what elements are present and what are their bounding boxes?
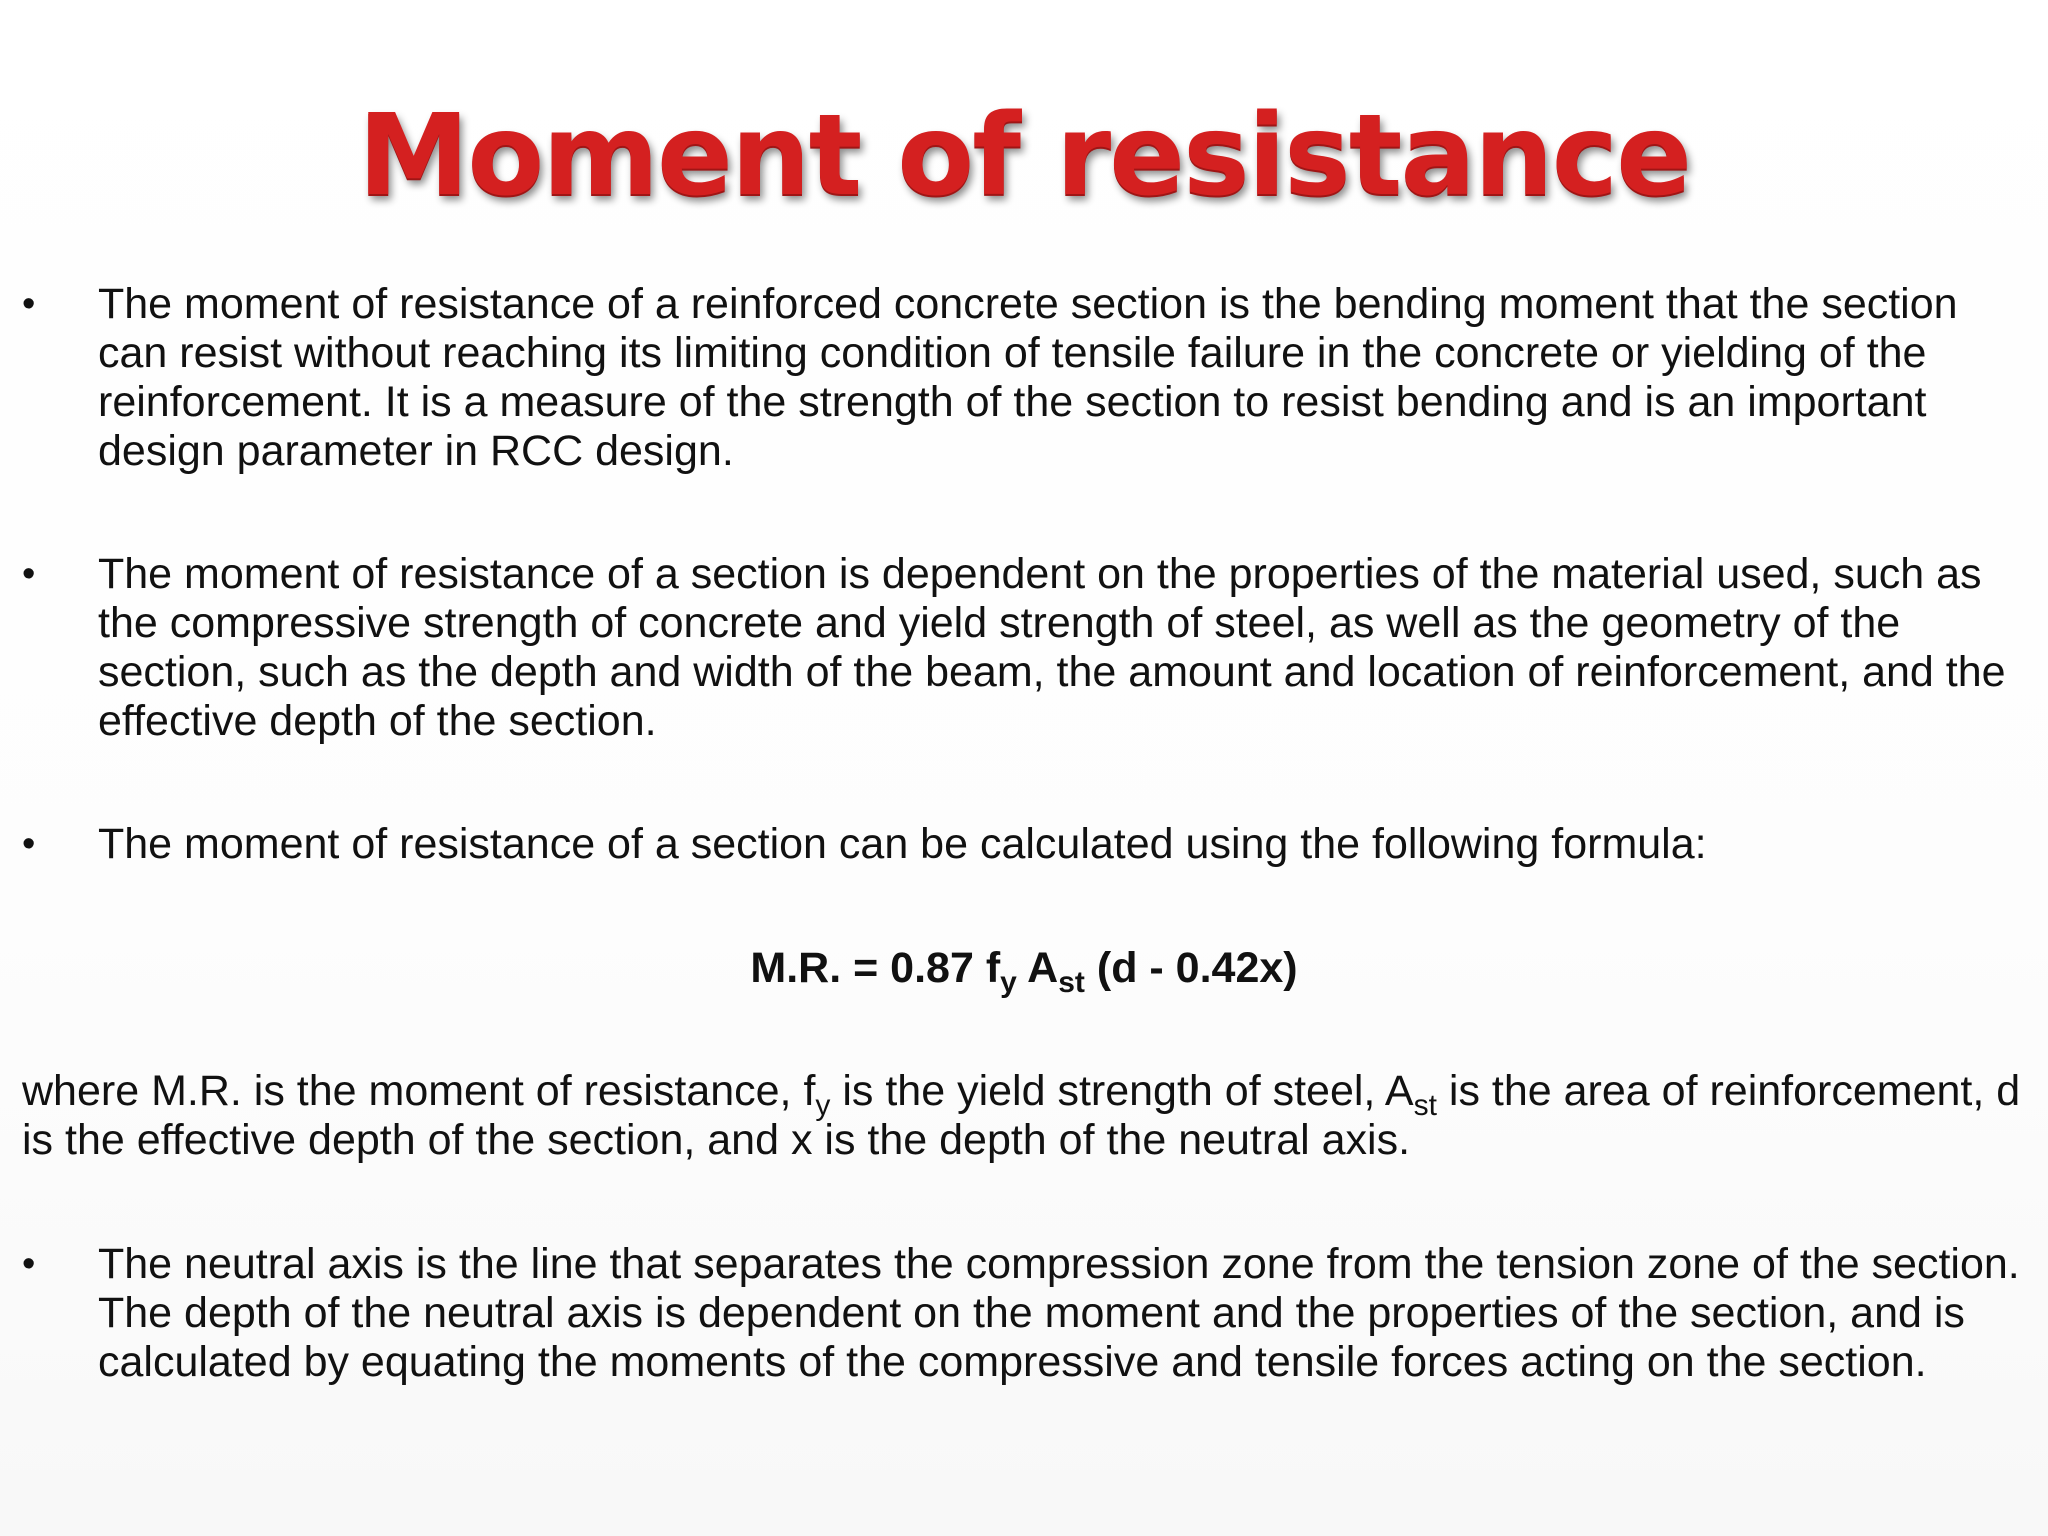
bullet-text: The neutral axis is the line that separates the compression zone from the tension zone of the section. The depth of the neutral axis is dependent on the moment and the properties of the section, and is calculated by equating the moments of the compressive and tensile forces acting on the section. xyxy=(98,1240,2020,1386)
explanation-subscript: st xyxy=(1413,1089,1437,1122)
bullet-marker: • xyxy=(22,283,36,325)
bullet-marker: • xyxy=(22,1243,36,1285)
formula-part: (d - 0.42x) xyxy=(1084,944,1298,992)
bullet-marker: • xyxy=(22,553,36,595)
formula-subscript: y xyxy=(1000,966,1017,999)
bullet-marker: • xyxy=(22,823,36,865)
formula xyxy=(0,942,2048,999)
bullet-text: The moment of resistance of a section is dependent on the properties of the material used, such as the compressive strength of concrete and yield strength of steel, as well as the geometry of the section, such as the depth and width of the beam, the amount and location of reinforcement, and the effective depth of the section. xyxy=(98,550,2006,745)
explanation-part: is the area of reinforcement, d is the effective depth of the section, and x is the depth of the neutral axis. xyxy=(22,1067,2021,1164)
formula-part: M.R. = 0.87 f xyxy=(750,944,1001,992)
bullet-text: The moment of resistance of a section can be calculated using the following formula: xyxy=(98,820,1707,868)
explanation-part: is the yield strength of steel, A xyxy=(830,1067,1414,1115)
formula-part: A xyxy=(1016,944,1059,992)
explanation-part: where M.R. is the moment of resistance, f xyxy=(22,1067,816,1115)
formula-explanation xyxy=(22,1067,2032,1165)
slide-title: Moment of resistance xyxy=(357,91,1691,221)
explanation-subscript: y xyxy=(815,1089,831,1122)
formula-subscript: st xyxy=(1058,966,1085,999)
bullet-text: The moment of resistance of a reinforced concrete section is the bending moment that the section can resist without reaching its limiting condition of tensile failure in the concrete or yielding of the reinforcement. It is a measure of the strength of the section to resist bending and is an important design parameter in RCC design. xyxy=(98,280,1958,475)
